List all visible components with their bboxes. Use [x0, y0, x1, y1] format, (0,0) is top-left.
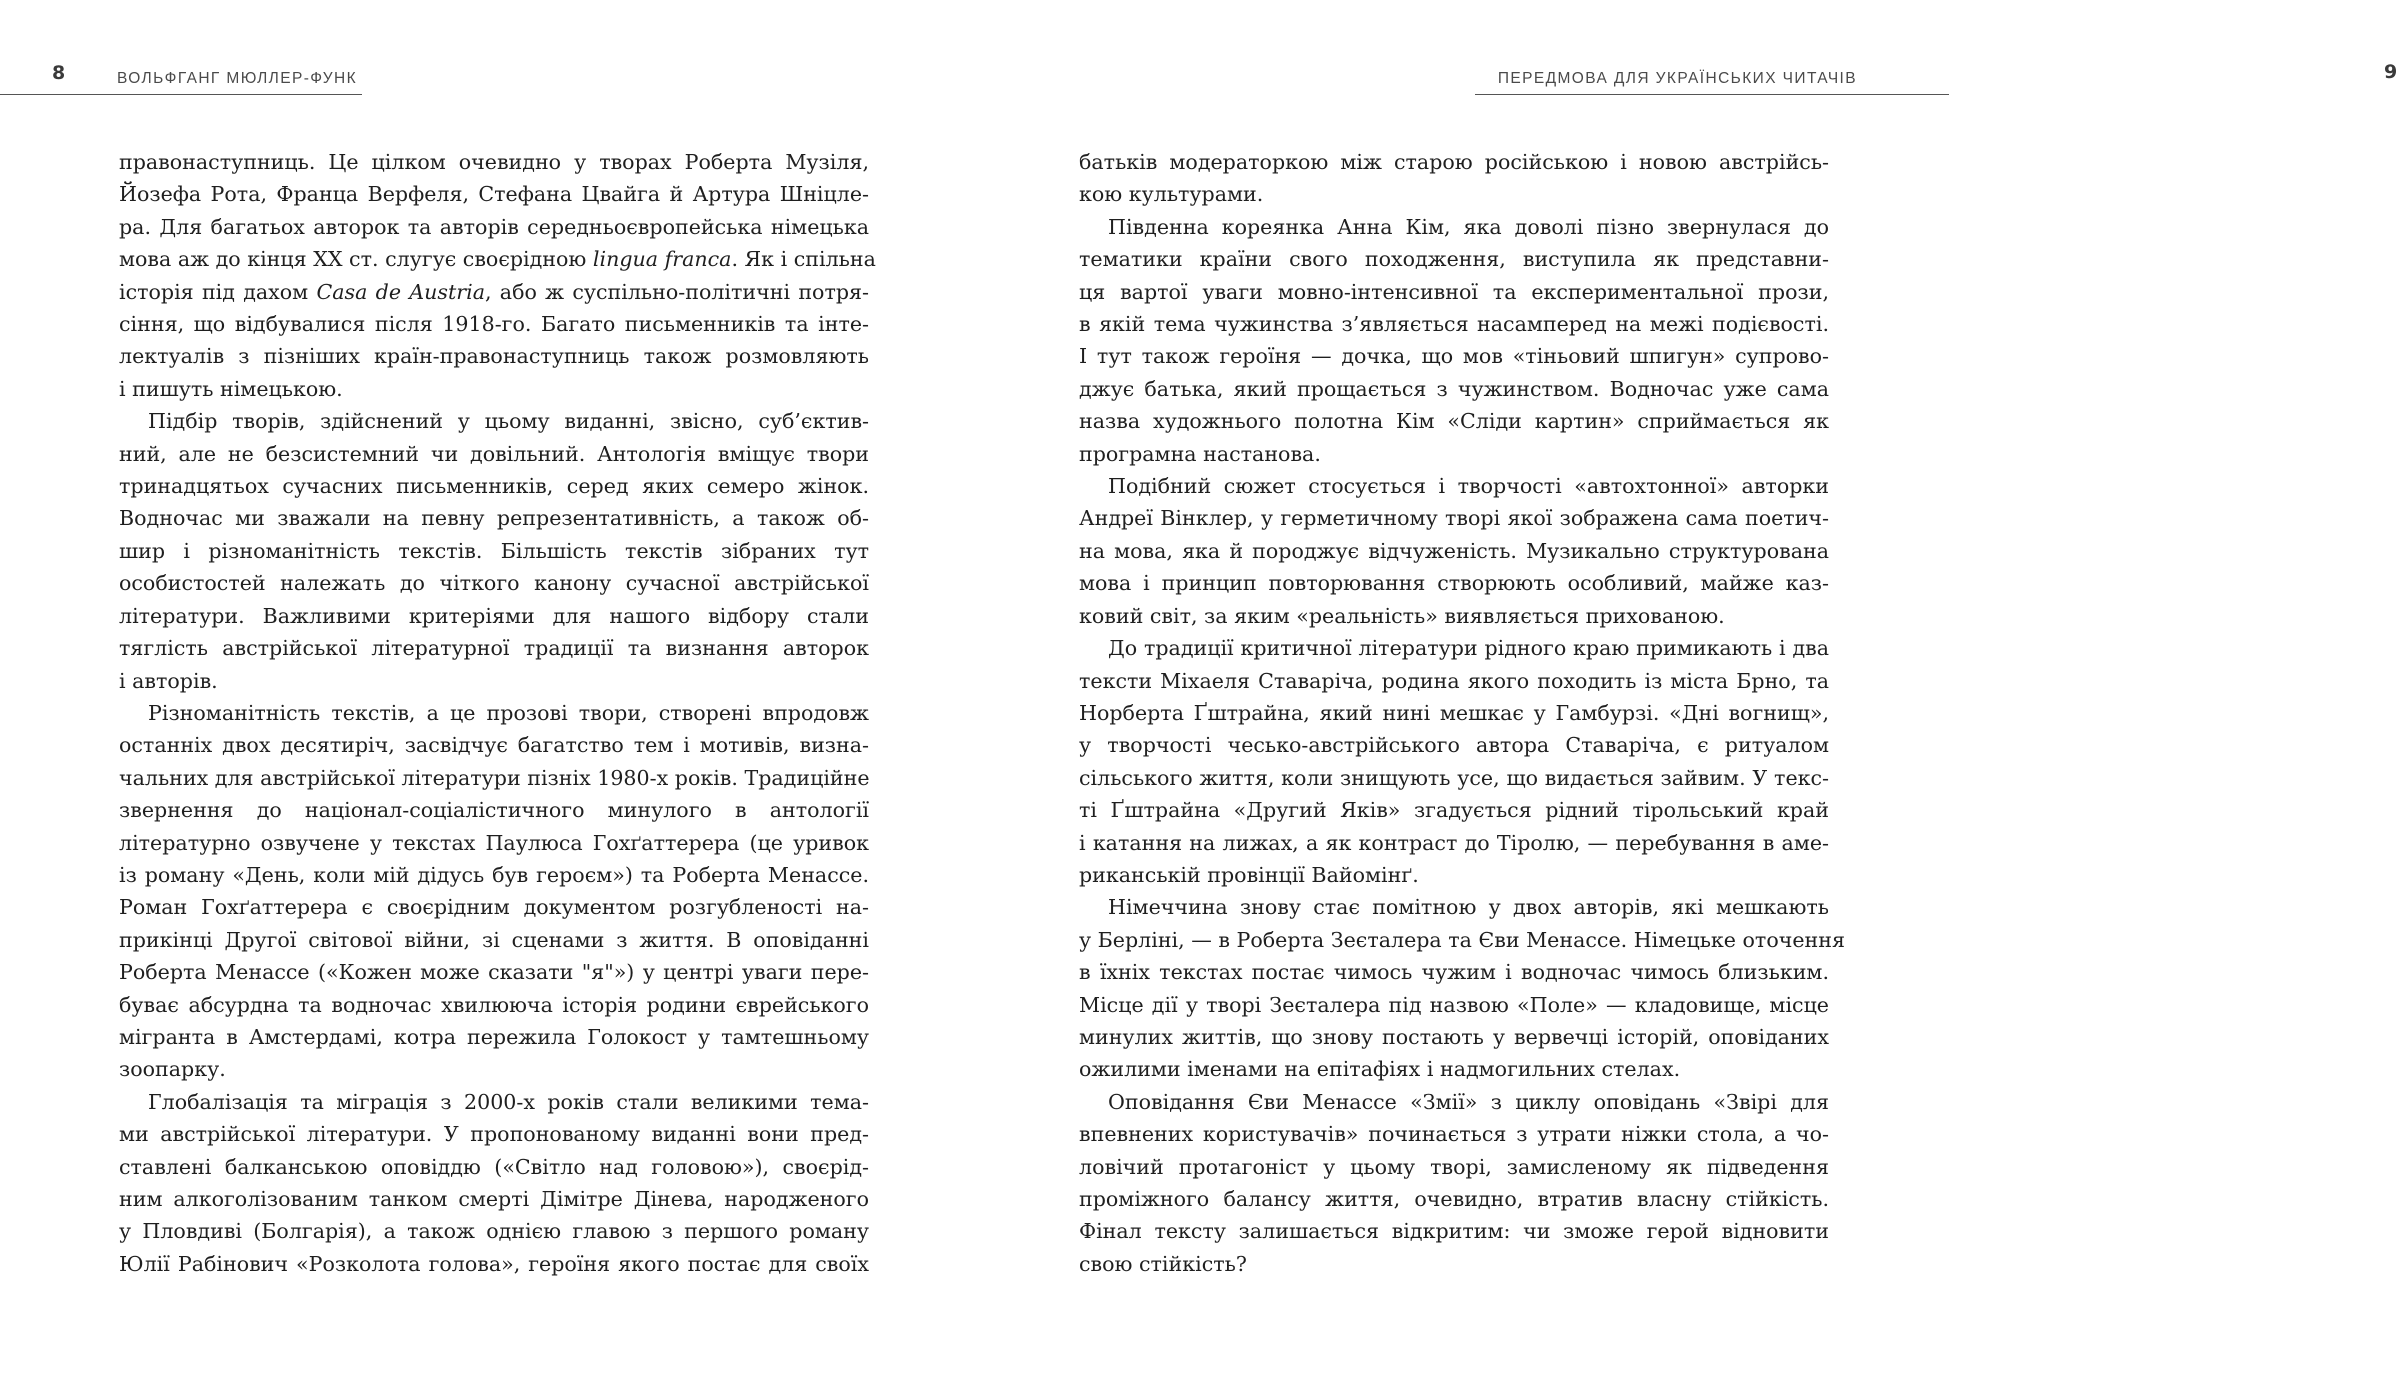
text-line: Водночас ми зважали на певну репрезентативність, а також об-	[119, 506, 869, 531]
left-page-header	[0, 62, 362, 96]
text-line: сільського життя, коли знищують усе, що видається зайвим. У текс-	[1079, 765, 1829, 790]
text-line: Роберта Менассе («Кожен може сказати "я"») у центрі уваги пере-	[119, 960, 869, 985]
text-line: останніх двох десятиріч, засвідчує багатство тем і мотивів, визна-	[119, 733, 869, 758]
text-line: програмна настанова.	[1079, 441, 1321, 466]
text-line: шир і різноманітність текстів. Більшість текстів зібраних тут	[119, 538, 869, 563]
paragraph	[119, 405, 869, 697]
text-line: До традиції критичної літератури рідного краю примикають і два	[1108, 636, 1829, 661]
italic-term: Casa de Austria	[316, 279, 485, 304]
text-line: ловічий протагоніст у цьому творі, замисленому як підведення	[1079, 1154, 1829, 1179]
text-line: минулих життів, що знову постають у вервечці історій, оповіданих	[1079, 1024, 1829, 1049]
text-line: у Берліні, — в Роберта Зеєталера та Єви Менассе. Німецьке оточення	[1079, 927, 1845, 952]
text-line: в якій тема чужинства з’являється насамперед на межі подієвості.	[1079, 312, 1829, 337]
text-line: Роман Гохґаттерера є своєрідним документом розгубленості на-	[119, 895, 869, 920]
italic-term: lingua franca	[592, 247, 732, 272]
text-line: Глобалізація та міграція з 2000-х років стали великими тема-	[148, 1089, 869, 1114]
text-line: ставлені балканською оповіддю («Світло над головою»), своєрід-	[119, 1154, 869, 1179]
paragraph	[1079, 1086, 1829, 1280]
text-line: Подібний сюжет стосується і творчості «автохтонної» авторки	[1108, 474, 1829, 499]
text-line: Оповідання Єви Менассе «Змії» з циклу оповідань «Звірі для	[1108, 1089, 1829, 1114]
right-running-head: ПЕРЕДМОВА ДЛЯ УКРАЇНСЬКИХ ЧИТАЧІВ	[1497, 70, 1857, 87]
text-line: літературно озвучене у текстах Паулюса Гохґаттерера (це уривок	[119, 830, 869, 855]
left-page-number: 8	[52, 62, 66, 84]
text-line: тринадцятьох сучасних письменників, серед яких семеро жінок.	[119, 474, 869, 499]
text-line: буває абсурдна та водночас хвилююча історія родини єврейського	[119, 992, 869, 1017]
text-line: Фінал тексту залишається відкритим: чи зможе герой відновити	[1079, 1219, 1829, 1244]
text-line: лектуалів з пізніших країн-правонаступниць також розмовляють	[119, 344, 869, 369]
text-line: тематики країни свого походження, виступила як представни-	[1079, 247, 1829, 272]
text-line: історія під дахом Casa de Austria, або ж суспільно-політичні потря-	[119, 279, 869, 304]
text-line: назва художнього полотна Кім «Сліди картин» сприймається як	[1079, 409, 1829, 434]
text-line: у Пловдиві (Болгарія), а також однією главою з першого роману	[119, 1219, 869, 1244]
text-line: Німеччина знову стає помітною у двох авторів, які мешкають	[1108, 895, 1829, 920]
text-line: зоопарку.	[119, 1057, 226, 1082]
text-line: Підбір творів, здійснений у цьому виданні, звісно, суб’єктив-	[148, 409, 869, 434]
text-line: ми австрійської літератури. У пропонованому виданні вони пред-	[119, 1122, 869, 1147]
text-line: свою стійкість?	[1079, 1251, 1247, 1276]
paragraph	[1079, 146, 1829, 211]
text-line: правонаступниць. Це цілком очевидно у творах Роберта Музіля,	[119, 150, 869, 174]
text-line: Андреї Вінклер, у герметичному творі якої зображена сама поетич-	[1079, 506, 1829, 531]
text-line: кою культурами.	[1079, 182, 1264, 207]
text-line: Різноманітність текстів, а це прозові твори, створені впродовж	[148, 700, 869, 725]
paragraph	[1079, 632, 1829, 891]
text-line: і пишуть німецькою.	[119, 376, 343, 401]
text-line: Норберта Ґштрайна, який нині мешкає у Гамбурзі. «Дні вогнищ»,	[1079, 700, 1829, 725]
text-line: ожилими іменами на епітафіях і надмогильних стелах.	[1079, 1057, 1681, 1082]
text-line: ра. Для багатьох авторок та авторів середньоєвропейська німецька	[119, 214, 869, 239]
text-line: і авторів.	[119, 668, 218, 693]
left-running-head: ВОЛЬФГАНГ МЮЛЛЕР-ФУНК	[117, 70, 358, 87]
text-line: впевнених користувачів» починається з утрати ніжки стола, а чо-	[1079, 1122, 1829, 1147]
paragraph	[1079, 891, 1845, 1085]
text-line: тяглість австрійської літературної традиції та визнання авторок	[119, 636, 869, 661]
right-page	[975, 0, 2397, 1388]
left-header-rule	[0, 94, 362, 95]
text-line: риканській провінції Вайомінґ.	[1079, 862, 1419, 887]
text-line: і катання на лижах, а як контраст до Тіролю, — перебування в аме-	[1079, 830, 1829, 855]
right-page-number: 9	[2384, 61, 2397, 83]
paragraph	[119, 697, 869, 1086]
text-line: мігранта в Амстердамі, котра пережила Голокост у тамтешньому	[119, 1024, 869, 1049]
left-page	[0, 0, 974, 1388]
text-line: Юлії Рабінович «Розколота голова», героїня якого постає для своїх	[119, 1251, 869, 1276]
text-line: сіння, що відбувалися після 1918-го. Багато письменників та інте-	[119, 312, 869, 337]
paragraph	[1079, 470, 1829, 632]
text-line: літератури. Важливими критеріями для нашого відбору стали	[119, 603, 869, 628]
text-line: Йозефа Рота, Франца Верфеля, Стефана Цвайга й Артура Шніцле-	[119, 182, 869, 207]
text-line: проміжного балансу життя, очевидно, втратив власну стійкість.	[1079, 1187, 1829, 1211]
text-line: тексти Міхаеля Ставаріча, родина якого походить із міста Брно, та	[1079, 668, 1829, 693]
text-line: чальних для австрійської літератури пізніх 1980-х років. Традиційне	[119, 765, 870, 790]
text-line: прикінці Другої світової війни, зі сценами з життя. В оповіданні	[119, 927, 869, 952]
text-line: мова і принцип повторювання створюють особливий, майже каз-	[1079, 571, 1829, 596]
text-line: із роману «День, коли мій дідусь був героєм») та Роберта Менассе.	[119, 862, 869, 887]
text-line: джує батька, який прощається з чужинством. Водночас уже сама	[1079, 376, 1829, 401]
text-line: ця вартої уваги мовно-інтенсивної та експериментальної прози,	[1079, 279, 1829, 304]
text-line: ним алкоголізованим танком смерті Дімітре Дінева, народженого	[119, 1187, 869, 1211]
text-line: І тут також героїня — дочка, що мов «тіньовий шпигун» супрово-	[1079, 344, 1829, 369]
right-page-header	[1475, 61, 2397, 96]
text-line: особистостей належать до чіткого канону сучасної австрійської	[119, 571, 869, 596]
text-line: ковий світ, за яким «реальність» виявляється прихованою.	[1079, 603, 1725, 628]
right-body-text	[1079, 146, 1845, 1280]
text-line: Південна кореянка Анна Кім, яка доволі пізно звернулася до	[1108, 214, 1829, 239]
paragraph	[119, 1086, 869, 1280]
paragraph	[119, 146, 876, 405]
right-header-rule	[1475, 94, 1949, 95]
left-body-text	[119, 146, 876, 1280]
text-line: Місце дії у творі Зеєталера під назвою «Поле» — кладовище, місце	[1079, 992, 1829, 1017]
text-line: ний, але не безсистемний чи довільний. Антологія вміщує твори	[119, 441, 869, 466]
text-line: в їхніх текстах постає чимось чужим і водночас чимось близьким.	[1079, 960, 1829, 985]
paragraph	[1079, 211, 1829, 470]
text-line: на мова, яка й породжує відчуженість. Музикально структурована	[1079, 538, 1829, 563]
text-line: ті Ґштрайна «Другий Яків» згадується рідний тірольський край	[1079, 798, 1829, 823]
text-line: звернення до націонал-соціалістичного минулого в антології	[119, 798, 869, 823]
text-line: мова аж до кінця XX ст. слугує своєрідною lingua franca. Як і спільна	[119, 247, 876, 272]
text-line: у творчості чесько-австрійського автора Ставаріча, є ритуалом	[1079, 733, 1829, 758]
text-line: батьків модераторкою між старою російською і новою австрійсь-	[1079, 150, 1829, 174]
